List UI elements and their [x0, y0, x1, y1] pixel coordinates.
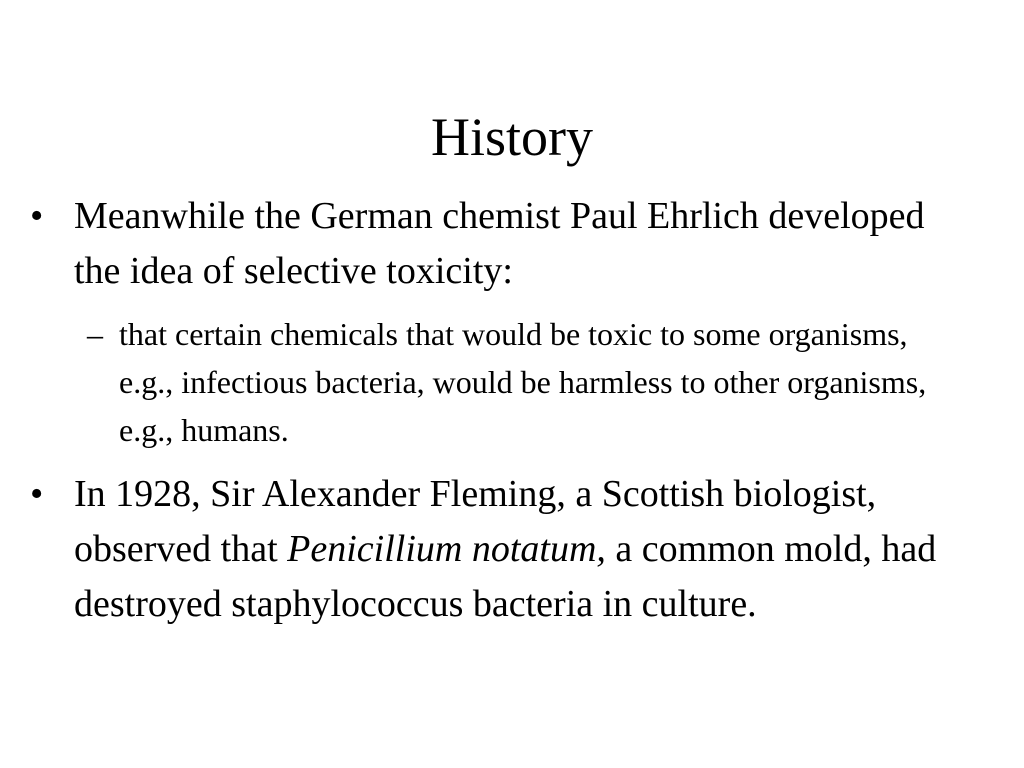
bullet-ehrlich — [30, 189, 954, 299]
bullet-marker: • — [30, 195, 44, 237]
bullet-fleming-text-before: In 1928, Sir Alexander Fleming, a Scottish biologist, observed that — [74, 473, 877, 570]
bullet-ehrlich-text: Meanwhile the German chemist Paul Ehrlich developed the idea of selective toxicity: — [74, 195, 925, 292]
bullet-marker: • — [30, 473, 44, 515]
sub-bullet-selective-toxicity-text: that certain chemicals that would be toxic to some organisms, e.g., infectious bacteria, would be harmless to other organisms, e.g., humans. — [119, 316, 927, 448]
bullet-fleming-italic: Penicillium notatum, — [287, 528, 606, 570]
sub-bullet-marker: – — [87, 316, 103, 352]
sub-bullet-selective-toxicity — [87, 310, 939, 454]
bullet-fleming — [30, 467, 954, 632]
slide-title: History — [431, 107, 593, 167]
bullet-fleming-text-after: a common mold, had destroyed staphylococcus bacteria in culture. — [74, 528, 937, 625]
